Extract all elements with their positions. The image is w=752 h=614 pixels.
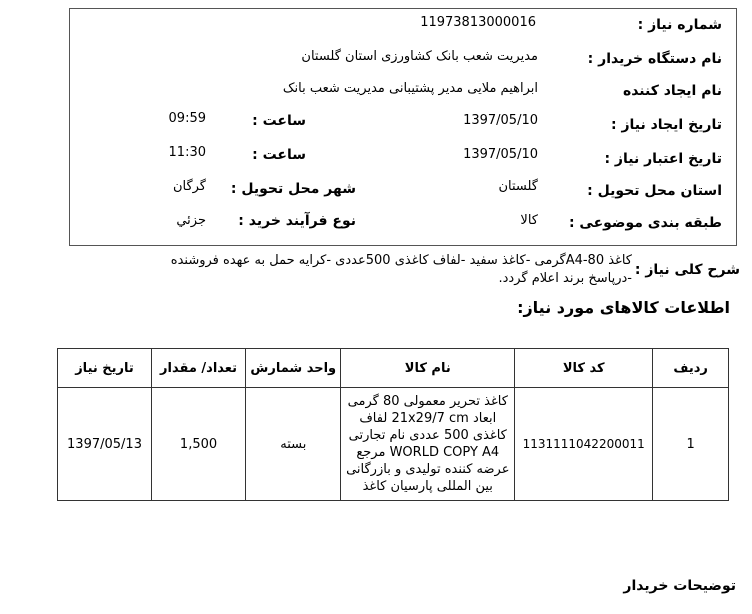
valid-date-label: تاریخ اعتبار نیاز : — [604, 151, 722, 167]
purchase-type-label: نوع فرآیند خرید : — [238, 213, 356, 229]
row-code: 1131111042200011 — [515, 388, 653, 501]
creator: ابراهیم ملایی مدیر پشتیبانی مدیریت شعب بانک — [282, 81, 538, 96]
row-name-line: بین المللی پارسیان کاغذ — [362, 479, 493, 494]
row-name-line: WORLD COPY A4 مرجع — [356, 445, 500, 460]
row-unit: بسته — [246, 388, 341, 501]
category-label: طبقه بندی موضوعی : — [568, 215, 722, 231]
created-time: 09:59 — [168, 111, 206, 126]
valid-time: 11:30 — [168, 145, 206, 160]
created-time-label: ساعت : — [252, 113, 306, 129]
description-label: شرح کلی نیاز : — [634, 262, 740, 278]
buyer-org: مدیریت شعب بانک کشاورزی استان گلستان — [301, 49, 538, 64]
valid-date: 1397/05/10 — [463, 147, 538, 162]
created-date-label: تاریخ ایجاد نیاز : — [610, 117, 722, 133]
col-header-name: نام کالا — [341, 349, 515, 388]
tender-info-box — [69, 8, 737, 246]
delivery-province: گلستان — [498, 179, 538, 194]
created-date: 1397/05/10 — [463, 113, 538, 128]
description-text — [12, 252, 632, 288]
col-header-code: کد کالا — [515, 349, 653, 388]
row-need-date: 1397/05/13 — [58, 388, 152, 501]
row-name-line: کاغذ تحریر معمولی 80 گرمی — [347, 394, 508, 409]
row-name-line: عرضه کننده تولیدی و بازرگانی — [346, 462, 510, 477]
tender-number: 11973813000016 — [420, 15, 536, 30]
col-header-quantity: تعداد/ مقدار — [152, 349, 246, 388]
row-index: 1 — [653, 388, 729, 501]
category: کالا — [520, 213, 538, 228]
purchase-type: جزئي — [176, 213, 206, 228]
row-quantity: 1,500 — [152, 388, 246, 501]
col-header-index: ردیف — [653, 349, 729, 388]
row-name-line: ابعاد 21x29/7 cm لفاف — [359, 411, 497, 426]
tender-number-label: شماره نیاز : — [637, 17, 722, 33]
delivery-city: گرگان — [172, 179, 206, 194]
delivery-city-label: شهر محل تحویل : — [230, 181, 356, 197]
items-section-title: اطلاعات کالاهای مورد نیاز: — [517, 298, 730, 317]
items-table — [57, 348, 729, 501]
col-header-unit: واحد شمارش — [246, 349, 341, 388]
items-table-header — [58, 349, 729, 388]
row-name-line: کاغذی 500 عددی نام تجارتی — [348, 428, 507, 443]
table-row — [58, 388, 729, 501]
row-name — [341, 388, 515, 501]
description-line-1: کاغذ A4-80گرمی -کاغذ سفید -لفاف کاغذی 500عددی -کرایه حمل به عهده فروشنده — [170, 253, 632, 268]
delivery-province-label: استان محل تحویل : — [587, 183, 722, 199]
description-line-2: -درپاسخ برند اعلام گردد. — [498, 271, 632, 286]
creator-label: نام ایجاد کننده — [622, 83, 722, 99]
buyer-org-label: نام دستگاه خریدار : — [587, 51, 722, 67]
valid-time-label: ساعت : — [252, 147, 306, 163]
col-header-need-date: تاریخ نیاز — [58, 349, 152, 388]
buyer-notes-label: توضیحات خریدار — [623, 578, 736, 594]
